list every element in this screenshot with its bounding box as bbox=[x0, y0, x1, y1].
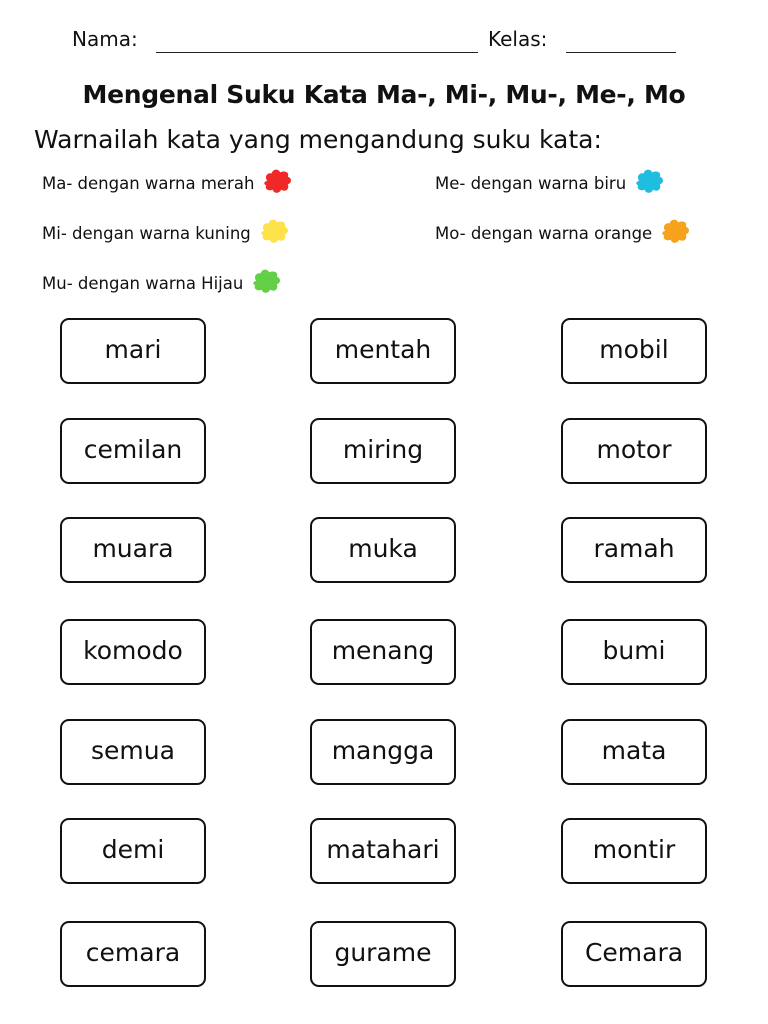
name-field[interactable] bbox=[156, 52, 478, 53]
green-splat-icon bbox=[249, 267, 283, 299]
word-box[interactable]: cemara bbox=[60, 921, 206, 987]
blue-splat-icon bbox=[632, 167, 666, 199]
word-box[interactable]: mari bbox=[60, 318, 206, 384]
word-box[interactable]: ramah bbox=[561, 517, 707, 583]
legend-item-me bbox=[435, 167, 666, 199]
class-label: Kelas: bbox=[488, 27, 548, 51]
legend-item-ma bbox=[42, 167, 294, 199]
word-box[interactable]: montir bbox=[561, 818, 707, 884]
word-box[interactable]: semua bbox=[60, 719, 206, 785]
word-box[interactable]: muka bbox=[310, 517, 456, 583]
red-splat-icon bbox=[260, 167, 294, 199]
orange-splat-icon bbox=[658, 217, 692, 249]
word-box[interactable]: gurame bbox=[310, 921, 456, 987]
legend-label: Me- dengan warna biru bbox=[435, 173, 627, 193]
legend-label: Mi- dengan warna kuning bbox=[42, 223, 251, 243]
legend-label: Ma- dengan warna merah bbox=[42, 173, 255, 193]
word-box[interactable]: komodo bbox=[60, 619, 206, 685]
word-box[interactable]: matahari bbox=[310, 818, 456, 884]
word-box[interactable]: mentah bbox=[310, 318, 456, 384]
legend-label: Mu- dengan warna Hijau bbox=[42, 273, 244, 293]
class-field[interactable] bbox=[566, 52, 676, 53]
worksheet-title: Mengenal Suku Kata Ma-, Mi-, Mu-, Me-, Mo bbox=[82, 80, 686, 109]
word-box[interactable]: demi bbox=[60, 818, 206, 884]
legend-item-mo bbox=[435, 217, 692, 249]
word-box[interactable]: miring bbox=[310, 418, 456, 484]
word-box[interactable]: bumi bbox=[561, 619, 707, 685]
word-box[interactable]: mata bbox=[561, 719, 707, 785]
name-label: Nama: bbox=[72, 27, 138, 51]
word-box[interactable]: motor bbox=[561, 418, 707, 484]
legend-label: Mo- dengan warna orange bbox=[435, 223, 653, 243]
word-box[interactable]: mobil bbox=[561, 318, 707, 384]
word-box[interactable]: muara bbox=[60, 517, 206, 583]
instruction-text: Warnailah kata yang mengandung suku kata: bbox=[34, 125, 602, 154]
word-box[interactable]: mangga bbox=[310, 719, 456, 785]
yellow-splat-icon bbox=[257, 217, 291, 249]
word-box[interactable]: Cemara bbox=[561, 921, 707, 987]
legend-item-mu bbox=[42, 267, 283, 299]
word-box[interactable]: cemilan bbox=[60, 418, 206, 484]
word-box[interactable]: menang bbox=[310, 619, 456, 685]
legend-item-mi bbox=[42, 217, 291, 249]
